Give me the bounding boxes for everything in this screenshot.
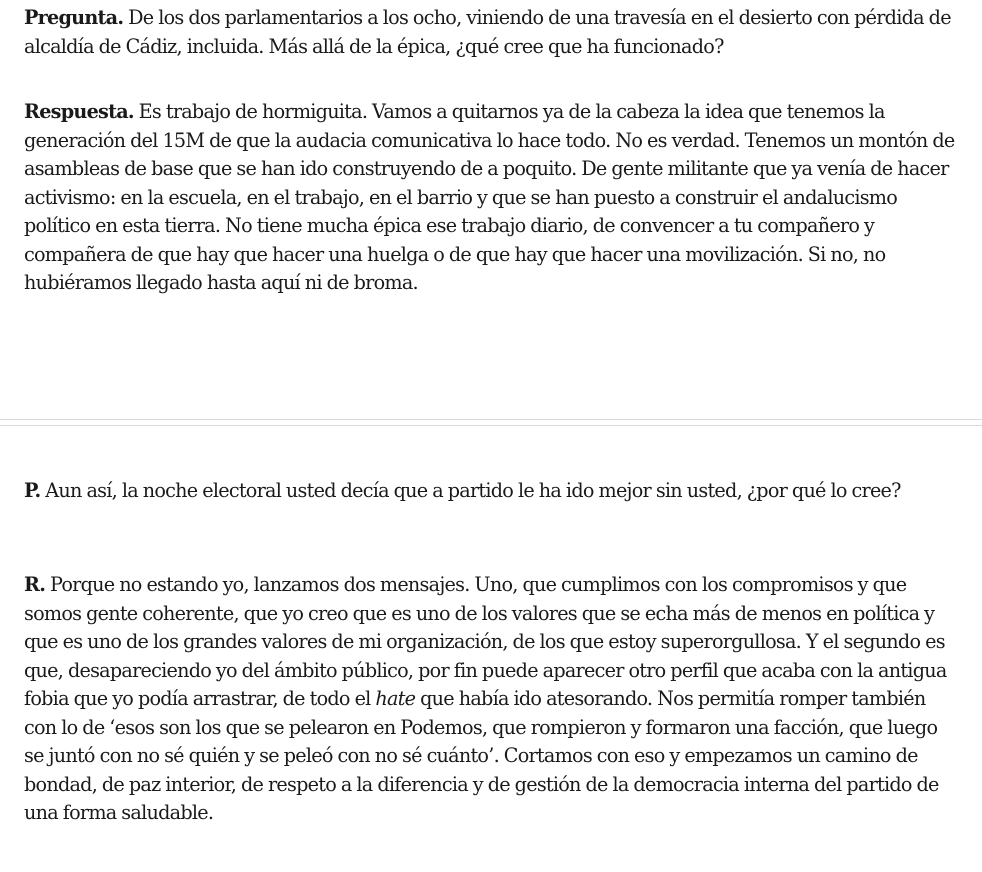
answer-text: Porque no estando yo, lanzamos dos mensajes. Uno, que cumplimos con los compromisos y que somos gente coherente, que yo creo que es uno de los valores que se echa más de menos en política y que es uno de los grandes valores de mi organización, de los que estoy superorgullosa. Y el segundo es que, desapareciendo yo del ámbito público, por fin puede aparecer otro perfil que acaba con la antigua fobia que yo podía arrastrar, de todo el (24, 573, 947, 710)
question-text: Aun así, la noche electoral usted decía que a partido le ha ido mejor sin usted, ¿por qué lo cree? (40, 479, 901, 502)
interview-question (24, 4, 959, 61)
interview-answer (24, 98, 959, 298)
answer-italic-word: hate (375, 687, 416, 710)
interview-question (24, 477, 959, 506)
question-text: De los dos parlamentarios a los ocho, viniendo de una travesía en el desierto con pérdida de alcaldía de Cádiz, incluida. Más allá de la épica, ¿qué cree que ha funcionado? (24, 6, 951, 58)
section-divider (0, 419, 982, 426)
question-label: P. (24, 479, 41, 502)
answer-label: Respuesta. (24, 100, 134, 123)
answer-text: Es trabajo de hormiguita. Vamos a quitarnos ya de la cabeza la idea que tenemos la generación del 15M de que la audacia comunicativa lo hace todo. No es verdad. Tenemos un montón de asambleas de base que se han ido construyendo de a poquito. De gente militante que ya venía de hacer activismo: en la escuela, en el trabajo, en el barrio y que se han puesto a construir el andalucismo político en esta tierra. No tiene mucha épica ese trabajo diario, de convencer a tu compañero y compañera de que hay que hacer una huelga o de que hay que hacer una movilización. Si no, no hubiéramos llegado hasta aquí ni de broma. (24, 100, 955, 294)
answer-label: R. (24, 573, 46, 596)
interview-answer (24, 571, 959, 828)
question-label: Pregunta. (24, 6, 124, 29)
answer-text-continued: que había ido atesorando. Nos permitía romper también con lo de ‘esos son los que se pelearon en Podemos, que rompieron y formaron una facción, que luego se juntó con no sé quién y se peleó con no sé cuánto’. Cortamos con eso y empezamos un camino de bondad, de paz interior, de respeto a la diferencia y de gestión de la democracia interna del partido de una forma saludable. (24, 687, 939, 824)
